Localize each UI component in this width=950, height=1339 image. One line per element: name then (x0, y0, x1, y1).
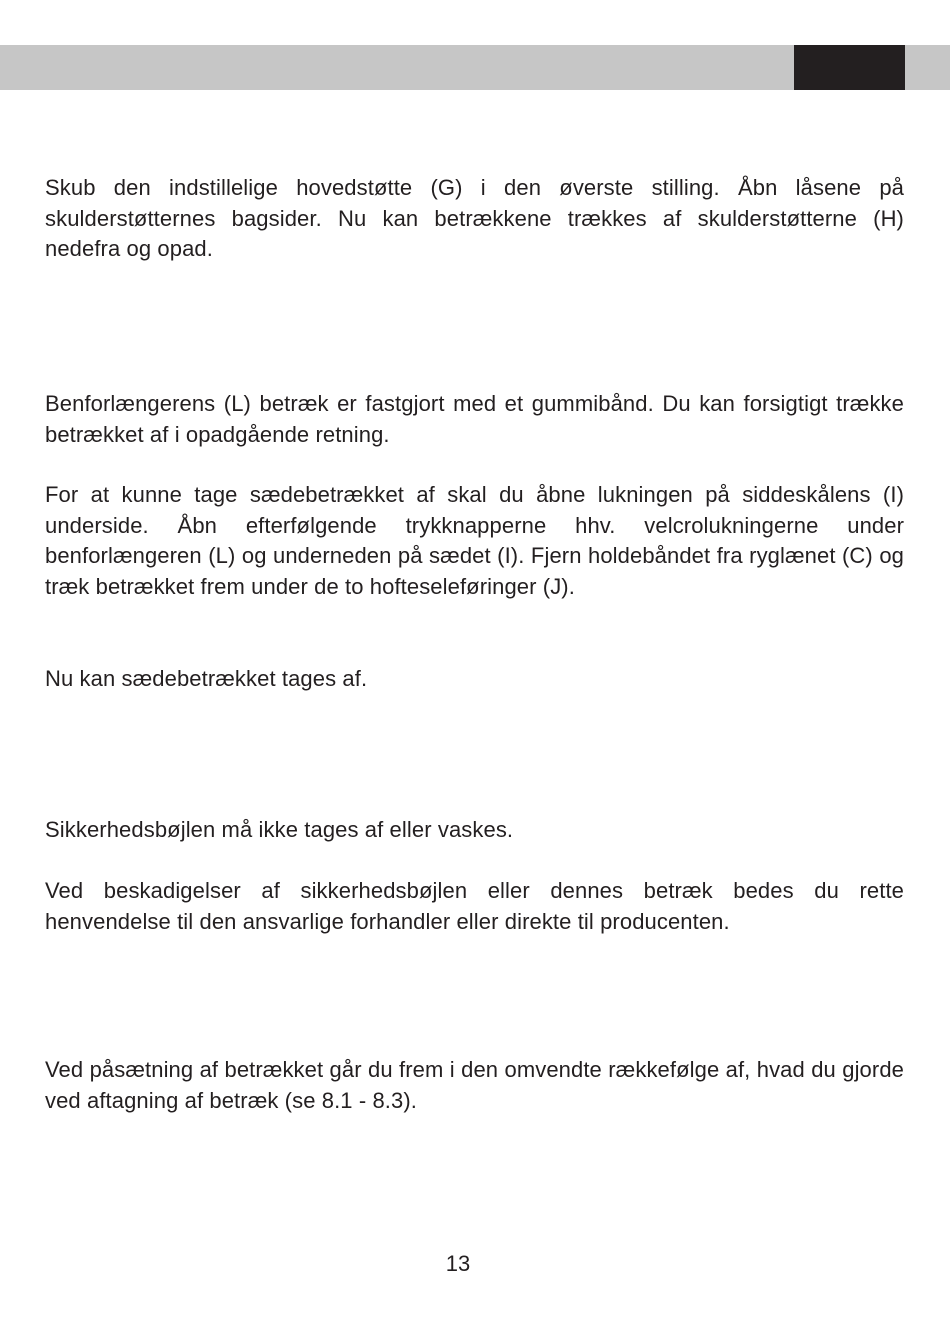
paragraph-seat-cover-off: Nu kan sædebetrækket tages af. (45, 666, 368, 691)
paragraph-safety-bar-warning: Sikkerhedsbøjlen må ikke tages af eller vaskes. (45, 817, 514, 842)
paragraph-leg-extension-cover: Benforlængerens (L) betræk er fastgjort med et gummibånd. Du kan forsigtigt trække betrækket af i opadgående retning. (45, 391, 904, 447)
paragraph-cover-reattach: Ved påsætning af betrækket går du frem i den omvendte rækkefølge af, hvad du gjorde ved aftagning af betræk (se 8.1 - 8.3). (45, 1057, 904, 1113)
header-tab (794, 45, 905, 90)
paragraph-headrest-cover: Skub den indstillelige hovedstøtte (G) i den øverste stilling. Åbn låsene på skulderstøtternes bagsider. Nu kan betrækkene trækkes af skulderstøtterne (H) nedefra og opad. (45, 175, 904, 262)
page-number: 13 (445, 1251, 471, 1276)
paragraph-safety-bar-damage: Ved beskadigelser af sikkerhedsbøjlen eller dennes betræk bedes du rette henvendelse til den ansvarlige forhandler eller direkte til producenten. (45, 878, 904, 934)
paragraph-seat-cover-removal: For at kunne tage sædebetrækket af skal du åbne lukningen på siddeskålens (I) underside. Åbn efterfølgende trykknapperne hhv. velcrolukningerne under benforlængeren (L) og underneden på sædet (I). Fjern holdebåndet fra ryglænet (C) og træk betrækket frem under de to hofteseleføringer (J). (45, 482, 904, 599)
